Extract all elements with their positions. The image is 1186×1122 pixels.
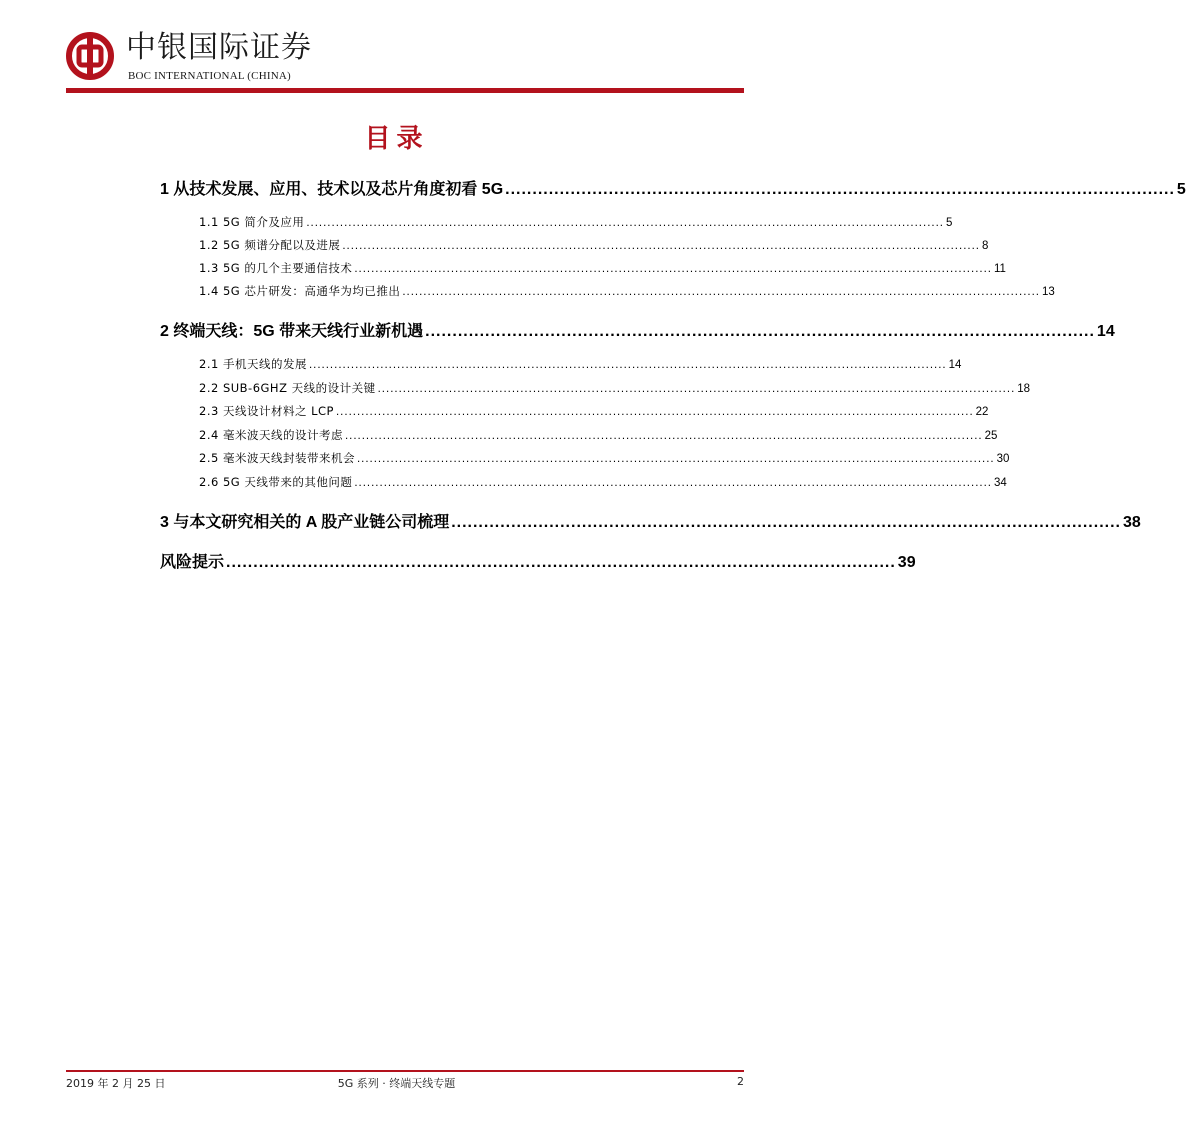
toc-entry-page: 38 bbox=[1122, 514, 1141, 531]
toc-entry[interactable] bbox=[199, 214, 953, 230]
toc-leader-dots: ........................................................................................................................................................ bbox=[354, 477, 992, 489]
toc-leader-dots: ........................................................................................................................................................ bbox=[308, 359, 947, 371]
toc-entry[interactable] bbox=[199, 356, 962, 372]
toc-entry-label: 2.6 5G 天线带来的其他问题 bbox=[199, 475, 353, 489]
toc-entry[interactable] bbox=[160, 549, 916, 572]
footer-date: 2019 年 2 月 25 日 bbox=[66, 1077, 166, 1090]
toc-leader-dots: ........................................................................................................................... bbox=[226, 554, 896, 571]
footer-series: 5G 系列 · 终端天线专题 bbox=[337, 1077, 456, 1090]
toc-entry[interactable] bbox=[160, 318, 1115, 341]
toc-entry-page: 14 bbox=[1096, 323, 1115, 340]
toc-title: 目录 bbox=[364, 124, 429, 154]
toc-entry-label: 3 与本文研究相关的 A 股产业链公司梳理 bbox=[160, 514, 450, 531]
brand-name-english: BOC INTERNATIONAL (CHINA) bbox=[128, 70, 291, 82]
toc-entry[interactable] bbox=[160, 509, 1141, 532]
toc-entry-label: 2 终端天线：5G 带来天线行业新机遇 bbox=[160, 323, 424, 340]
toc-entry-page: 25 bbox=[984, 430, 998, 442]
toc-entry[interactable] bbox=[199, 380, 1031, 396]
toc-entry-page: 5 bbox=[1176, 181, 1186, 198]
toc-entry-label: 2.4 毫米波天线的设计考虑 bbox=[199, 428, 343, 442]
toc-entry-label: 2.5 毫米波天线封装带来机会 bbox=[199, 451, 355, 465]
toc-leader-dots: ........................................................................................................................................................ bbox=[342, 240, 980, 252]
footer-divider bbox=[66, 1070, 744, 1072]
toc-entry[interactable] bbox=[199, 403, 989, 419]
footer-page-number: 2 bbox=[737, 1075, 744, 1088]
header-divider bbox=[66, 88, 744, 93]
toc-entry-label: 1.3 5G 的几个主要通信技术 bbox=[199, 261, 353, 275]
toc-entry-label: 1.4 5G 芯片研发：高通华为均已推出 bbox=[199, 284, 401, 298]
toc-leader-dots: ........................................................................................................................................................ bbox=[344, 430, 983, 442]
brand-name-chinese: 中银国际证券 bbox=[126, 30, 312, 65]
toc-entry[interactable] bbox=[199, 260, 1006, 276]
boc-logo bbox=[66, 32, 114, 80]
toc-entry[interactable] bbox=[199, 283, 1055, 299]
toc-leader-dots: ........................................................................................................................................................ bbox=[356, 453, 995, 465]
toc-entry-page: 8 bbox=[981, 240, 989, 252]
toc-entry[interactable] bbox=[199, 237, 989, 253]
toc-entry-label: 2.1 手机天线的发展 bbox=[199, 357, 307, 371]
toc-leader-dots: ........................................................................................................................................................ bbox=[306, 217, 944, 229]
toc-entry-label: 2.3 天线设计材料之 LCP bbox=[199, 404, 334, 418]
toc-entry-label: 2.2 SUB-6GHZ 天线的设计关键 bbox=[199, 381, 376, 395]
toc-leader-dots: ........................................................................................................................................................ bbox=[354, 263, 992, 275]
toc-leader-dots: ........................................................................................................................................................ bbox=[335, 406, 974, 418]
toc-entry[interactable] bbox=[199, 474, 1007, 490]
toc-leader-dots: ........................................................................................................................... bbox=[425, 323, 1095, 340]
toc-entry-label: 1 从技术发展、应用、技术以及芯片角度初看 5G bbox=[160, 181, 504, 198]
toc-entry-page: 14 bbox=[948, 359, 962, 371]
toc-entry[interactable] bbox=[199, 450, 1010, 466]
toc-leader-dots: ........................................................................................................................... bbox=[451, 514, 1121, 531]
toc-entry-label: 1.2 5G 频谱分配以及进展 bbox=[199, 238, 341, 252]
toc-entry-page: 39 bbox=[897, 554, 916, 571]
toc-entry-page: 11 bbox=[993, 263, 1006, 275]
toc-entry[interactable] bbox=[199, 427, 998, 443]
toc-entry-page: 13 bbox=[1041, 286, 1055, 298]
toc-entry-page: 18 bbox=[1017, 383, 1031, 395]
toc-entry[interactable] bbox=[160, 176, 1186, 199]
toc-leader-dots: ........................................................................................................................... bbox=[505, 181, 1175, 198]
toc-entry-page: 34 bbox=[993, 477, 1007, 489]
toc-entry-page: 22 bbox=[975, 406, 989, 418]
toc-leader-dots: ........................................................................................................................................................ bbox=[402, 286, 1040, 298]
toc-entry-page: 30 bbox=[996, 453, 1010, 465]
toc-leader-dots: ........................................................................................................................................................ bbox=[377, 383, 1016, 395]
toc-entry-page: 5 bbox=[945, 217, 953, 229]
toc-entry-label: 风险提示 bbox=[160, 554, 225, 571]
toc-entry-label: 1.1 5G 简介及应用 bbox=[199, 215, 305, 229]
